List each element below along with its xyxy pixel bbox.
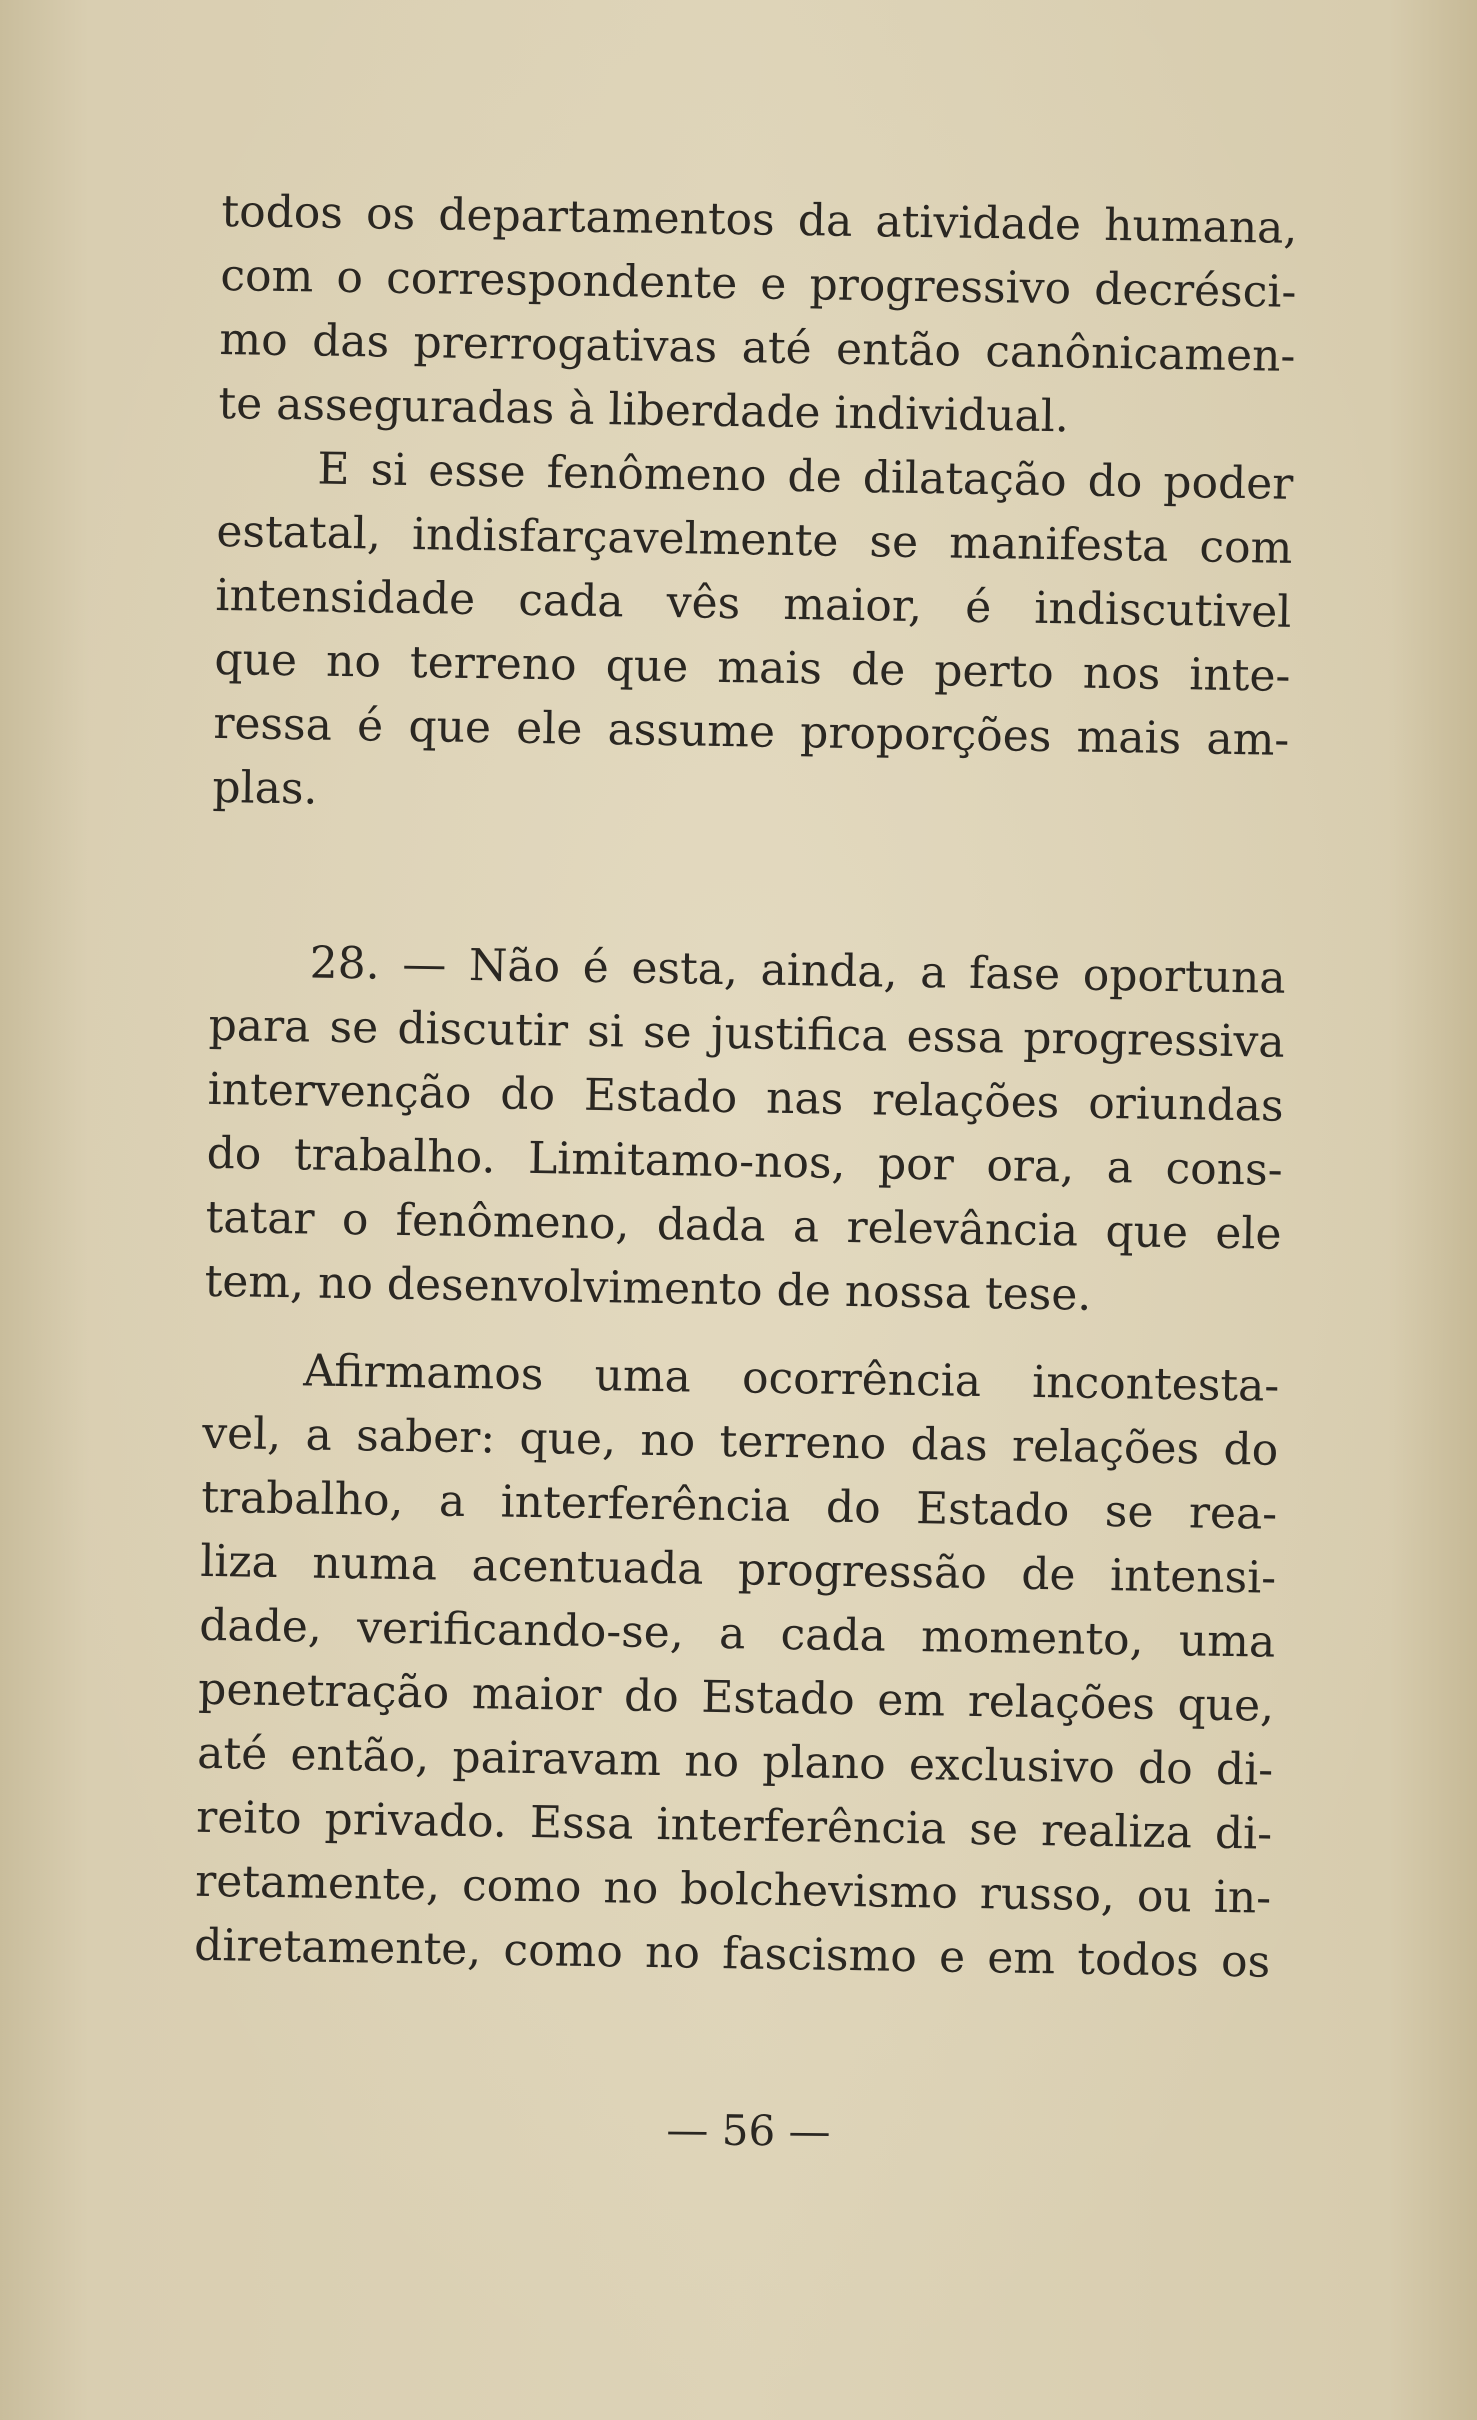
text-line: todos os departamentos da atividade humana, bbox=[221, 185, 1298, 254]
text-line: reito privado. Essa interferência se realiza di- bbox=[195, 1791, 1273, 1860]
text-line: para se discutir si se justifica essa progressiva bbox=[208, 999, 1285, 1068]
text-line: te asseguradas à liberdade individual. bbox=[218, 377, 1070, 443]
page-number: — 56 — bbox=[666, 2105, 831, 2156]
text-line: tem, no desenvolvimento de nossa tese. bbox=[204, 1255, 1092, 1321]
text-line: liza numa acentuada progressão de intensi- bbox=[199, 1535, 1277, 1604]
text-line: E si esse fenômeno de dilatação do poder bbox=[317, 443, 1294, 510]
text-line: 28. — Não é esta, ainda, a fase oportuna bbox=[309, 937, 1286, 1004]
text-line: do trabalho. Limitamo-nos, por ora, a cons- bbox=[206, 1127, 1283, 1196]
paragraph-4 bbox=[194, 1338, 1280, 1995]
section-gap bbox=[210, 820, 1288, 947]
text-line: Afirmamos uma ocorrência incontesta- bbox=[302, 1345, 1280, 1412]
text-line: até então, pairavam no plano exclusivo do di- bbox=[196, 1727, 1274, 1796]
text-line: intensidade cada vês maior, é indiscutivel bbox=[215, 569, 1292, 638]
text-line: estatal, indisfarçavelmente se manifesta com bbox=[216, 505, 1293, 574]
text-line: vel, a saber: que, no terreno das relações do bbox=[201, 1407, 1279, 1476]
text-line: intervenção do Estado nas relações oriundas bbox=[207, 1063, 1284, 1132]
text-line: diretamente, como no fascismo e em todos os bbox=[193, 1919, 1271, 1988]
text-line: mo das prerrogativas até então canônicamen- bbox=[219, 313, 1296, 382]
text-line: trabalho, a interferência do Estado se rea- bbox=[200, 1471, 1278, 1540]
paragraph-3 bbox=[204, 930, 1286, 1331]
paragraph-2 bbox=[212, 436, 1294, 837]
body-text bbox=[194, 180, 1298, 1995]
text-line: ressa é que ele assume proporções mais am- bbox=[213, 697, 1290, 766]
text-line: dade, verificando-se, a cada momento, uma bbox=[198, 1599, 1276, 1668]
text-line: com o correspondente e progressivo decrésci- bbox=[220, 249, 1297, 318]
paragraph-1 bbox=[218, 180, 1298, 453]
text-line: que no terreno que mais de perto nos inte- bbox=[214, 633, 1291, 702]
text-line: penetração maior do Estado em relações que, bbox=[197, 1663, 1275, 1732]
text-line: tatar o fenômeno, dada a relevância que ele bbox=[205, 1191, 1282, 1260]
text-line: plas. bbox=[212, 761, 318, 815]
text-line: retamente, como no bolchevismo russo, ou in- bbox=[194, 1855, 1272, 1924]
